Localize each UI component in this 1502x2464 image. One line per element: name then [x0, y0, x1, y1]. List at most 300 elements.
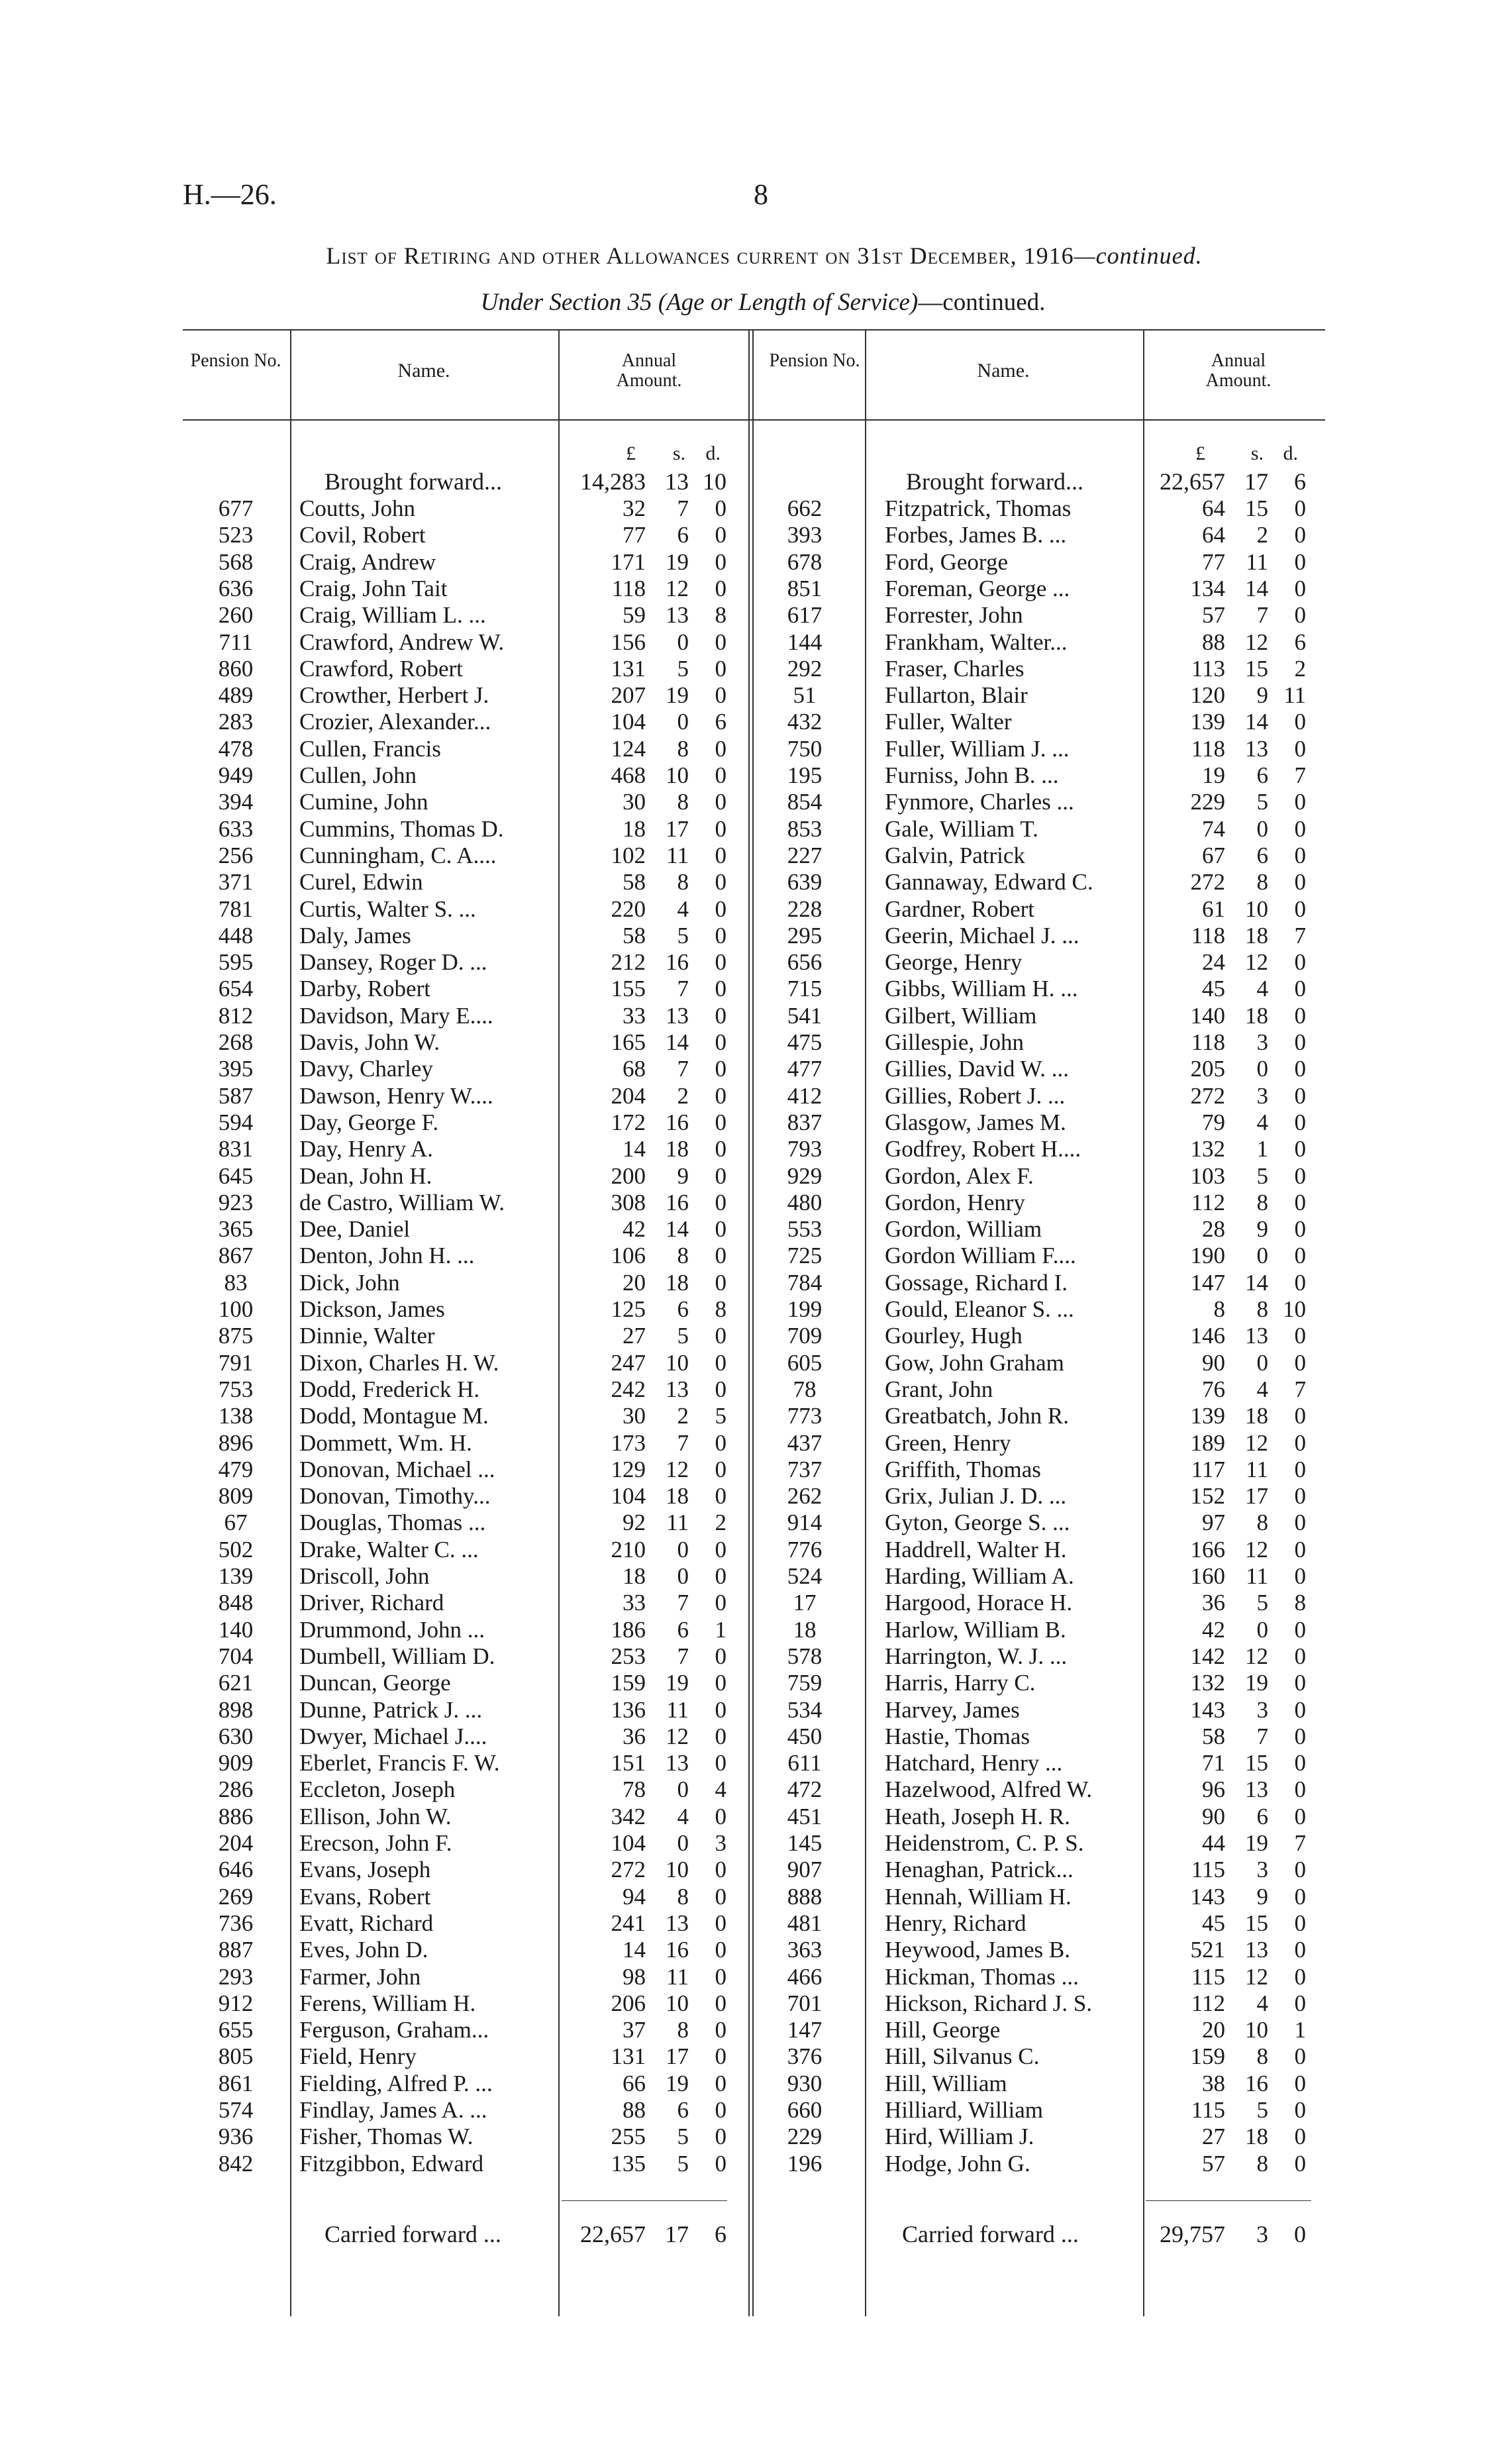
amount-pence: 0	[715, 682, 726, 709]
pension-no: 848	[218, 1590, 254, 1616]
pension-no: 365	[218, 1216, 254, 1243]
pension-no: 909	[218, 1750, 254, 1776]
amount-pounds: 125	[611, 1296, 646, 1322]
amount-pence: 0	[715, 2017, 726, 2043]
amount-pounds: 115	[1191, 2097, 1225, 2123]
amount-pence: 0	[715, 1376, 726, 1402]
amount-shillings: 9	[1256, 1883, 1268, 1910]
amount-pence: 0	[1294, 1429, 1306, 1456]
pension-no: 568	[218, 548, 254, 575]
amount-shillings: 14	[1245, 709, 1268, 735]
pensioner-name: Hodge, John G.	[885, 2150, 1030, 2177]
pension-no: 898	[218, 1696, 254, 1723]
amount-pounds: 112	[1191, 1990, 1225, 2016]
amount-shillings: 7	[1256, 1723, 1268, 1749]
amount-shillings: 11	[666, 1696, 689, 1723]
carried-forward-pence-left: 6	[715, 2221, 726, 2247]
amount-shillings: 6	[677, 2097, 689, 2123]
amount-pence: 0	[1294, 1696, 1306, 1723]
amount-shillings: 12	[1245, 1536, 1268, 1563]
pensioner-name: Henaghan, Patrick...	[885, 1857, 1074, 1883]
amount-shillings: 18	[1245, 1403, 1268, 1429]
pensioner-name: Crawford, Andrew W.	[299, 629, 505, 655]
pension-no: 594	[218, 1109, 254, 1135]
pensioner-name: Hickman, Thomas ...	[885, 1963, 1079, 1990]
amount-pounds: 117	[1191, 1456, 1225, 1482]
amount-pounds: 146	[1190, 1323, 1225, 1349]
pensioner-name: Haddrell, Walter H.	[885, 1536, 1067, 1563]
amount-pence: 0	[715, 629, 726, 655]
amount-pounds: 106	[611, 1243, 646, 1269]
amount-pounds: 90	[1202, 1803, 1225, 1829]
amount-pounds: 155	[611, 976, 646, 1002]
amount-pence: 6	[1294, 629, 1306, 655]
amount-pounds: 204	[611, 1082, 646, 1109]
amount-pence: 0	[715, 522, 726, 548]
amount-pounds: 135	[611, 2150, 646, 2177]
pounds-header-left: £	[626, 442, 636, 464]
amount-pence: 0	[1294, 1403, 1306, 1429]
amount-shillings: 19	[666, 548, 689, 575]
amount-pence: 0	[1294, 522, 1306, 548]
pence-header-left: d.	[705, 442, 721, 464]
amount-pence: 0	[1294, 1963, 1306, 1990]
amount-pence: 0	[1294, 1536, 1306, 1563]
pensioner-name: Fullarton, Blair	[885, 682, 1028, 709]
amount-pence: 2	[1294, 655, 1306, 682]
amount-pence: 0	[715, 495, 726, 521]
amount-pounds: 104	[611, 709, 646, 735]
amount-shillings: 15	[1245, 1750, 1268, 1776]
amount-pounds: 98	[623, 1963, 646, 1990]
amount-pence: 0	[715, 1136, 726, 1162]
pensioner-name: Denton, John H. ...	[299, 1243, 475, 1269]
amount-pence: 0	[1294, 1990, 1306, 2016]
amount-shillings: 7	[677, 976, 689, 1002]
pension-no: 78	[793, 1376, 817, 1402]
pensioner-name: Driscoll, John	[299, 1563, 430, 1589]
amount-shillings: 18	[666, 1483, 689, 1510]
pension-no: 534	[787, 1696, 823, 1723]
amount-shillings: 0	[1256, 1349, 1268, 1376]
pensioner-name: Donovan, Michael ...	[299, 1456, 495, 1482]
amount-pence: 8	[715, 602, 726, 629]
pension-no: 553	[787, 1216, 823, 1243]
amount-shillings: 18	[1245, 922, 1268, 949]
pensioner-name: Hazelwood, Alfred W.	[885, 1776, 1092, 1803]
pensioner-name: Eccleton, Joseph	[299, 1776, 456, 1803]
brought-forward-label-right: Brought forward...	[906, 468, 1083, 495]
amount-pounds: 14	[623, 1937, 646, 1963]
pensioner-name: Driver, Richard	[299, 1590, 444, 1616]
pensioner-name: Heath, Joseph H. R.	[885, 1803, 1070, 1829]
pensioner-name: Curtis, Walter S. ...	[299, 896, 476, 922]
amount-pence: 8	[1294, 1590, 1306, 1616]
amount-pence: 0	[715, 2124, 726, 2150]
pension-no: 292	[787, 655, 823, 682]
pension-no: 83	[224, 1269, 248, 1296]
pension-no: 896	[218, 1429, 254, 1456]
amount-shillings: 5	[1256, 789, 1268, 815]
amount-pounds: 58	[1202, 1723, 1225, 1749]
pensioner-name: Covil, Robert	[299, 522, 426, 548]
amount-shillings: 3	[1256, 1082, 1268, 1109]
pension-no: 480	[787, 1189, 823, 1215]
amount-pence: 0	[715, 949, 726, 976]
amount-pounds: 102	[611, 842, 646, 868]
pension-no: 286	[218, 1776, 254, 1803]
amount-pounds: 115	[1191, 1857, 1225, 1883]
amount-shillings: 4	[1256, 1376, 1268, 1402]
amount-pence: 0	[715, 922, 726, 949]
amount-pence: 0	[715, 548, 726, 575]
pensioner-name: Griffith, Thomas	[885, 1456, 1041, 1482]
pension-no: 776	[787, 1536, 823, 1563]
amount-pence: 0	[715, 896, 726, 922]
pensioner-name: Gourley, Hugh	[885, 1323, 1023, 1349]
pension-no: 809	[218, 1483, 254, 1510]
amount-pence: 10	[1283, 1296, 1306, 1322]
column-rule	[558, 329, 560, 2316]
amount-pounds: 207	[611, 682, 646, 709]
pensioner-name: Green, Henry	[885, 1429, 1011, 1456]
amount-pounds: 136	[611, 1696, 646, 1723]
amount-pounds: 27	[623, 1323, 646, 1349]
amount-pounds: 160	[1190, 1563, 1225, 1589]
pension-no: 837	[787, 1109, 823, 1135]
pensioner-name: Gale, William T.	[885, 815, 1038, 842]
amount-pence: 11	[1283, 682, 1306, 709]
pension-no: 371	[218, 869, 254, 896]
amount-shillings: 16	[1245, 2070, 1268, 2096]
pensioner-name: Craig, Andrew	[299, 548, 436, 575]
pensioner-name: Eves, John D.	[299, 1937, 428, 1963]
amount-pounds: 37	[623, 2017, 646, 2043]
carried-forward-shillings-right: 3	[1256, 2221, 1268, 2247]
amount-pence: 0	[1294, 1109, 1306, 1135]
pensioner-name: Daly, James	[299, 922, 411, 949]
amount-pounds: 272	[1190, 1082, 1225, 1109]
amount-pounds: 90	[1202, 1349, 1225, 1376]
pensioner-name: Evans, Robert	[299, 1883, 431, 1910]
pensioner-name: Crawford, Robert	[299, 655, 463, 682]
amount-shillings: 0	[1256, 1616, 1268, 1643]
amount-pence: 0	[1294, 1883, 1306, 1910]
list-title-main: List of Retiring and other Allowances current on 31st December, 1916	[326, 242, 1074, 269]
amount-shillings: 4	[677, 896, 689, 922]
amount-shillings: 4	[1256, 1109, 1268, 1135]
pensioner-name: Field, Henry	[299, 2043, 417, 2070]
amount-shillings: 6	[677, 1616, 689, 1643]
pensioner-name: Douglas, Thomas ...	[299, 1510, 486, 1536]
total-rule-left	[562, 2200, 727, 2201]
amount-pounds: 96	[1202, 1776, 1225, 1803]
pension-no: 262	[787, 1483, 823, 1510]
pensioner-name: Gillies, David W. ...	[885, 1056, 1070, 1082]
amount-shillings: 7	[677, 1429, 689, 1456]
amount-pence: 4	[715, 1776, 726, 1803]
amount-shillings: 18	[666, 1136, 689, 1162]
amount-pounds: 132	[1190, 1670, 1225, 1696]
pensioner-name: Fynmore, Charles ...	[885, 789, 1074, 815]
pensioner-name: Galvin, Patrick	[885, 842, 1025, 868]
amount-pence: 0	[715, 1670, 726, 1696]
amount-pounds: 97	[1202, 1510, 1225, 1536]
shillings-header-right: s.	[1250, 442, 1264, 464]
pensioner-name: Cummins, Thomas D.	[299, 815, 504, 842]
amount-pounds: 272	[611, 1857, 646, 1883]
pensioner-name: Hill, Silvanus C.	[885, 2043, 1040, 2070]
amount-pence: 0	[715, 1243, 726, 1269]
amount-pounds: 152	[1190, 1483, 1225, 1510]
amount-pence: 0	[715, 1857, 726, 1883]
pensioner-name: Fraser, Charles	[885, 655, 1025, 682]
pensioner-name: Harding, William A.	[885, 1563, 1074, 1589]
amount-pounds: 143	[1190, 1696, 1225, 1723]
amount-pounds: 18	[623, 1563, 646, 1589]
pension-no: 145	[787, 1830, 823, 1856]
amount-shillings: 8	[1256, 1296, 1268, 1322]
brought-forward-label-left: Brought forward...	[325, 468, 502, 495]
pension-no: 773	[787, 1403, 823, 1429]
pensioner-name: Heywood, James B.	[885, 1937, 1070, 1963]
amount-shillings: 5	[677, 2150, 689, 2177]
pensioner-name: Geerin, Michael J. ...	[885, 922, 1079, 949]
amount-pence: 0	[715, 1456, 726, 1482]
amount-shillings: 7	[677, 495, 689, 521]
amount-pounds: 131	[611, 2043, 646, 2070]
amount-shillings: 8	[1256, 2150, 1268, 2177]
amount-pounds: 42	[623, 1216, 646, 1243]
amount-pence: 0	[1294, 1857, 1306, 1883]
amount-pounds: 129	[611, 1456, 646, 1482]
pensioner-name: Harvey, James	[885, 1696, 1020, 1723]
amount-pounds: 113	[1191, 655, 1225, 682]
pensioner-name: Grant, John	[885, 1376, 993, 1402]
amount-shillings: 12	[666, 1723, 689, 1749]
pension-no: 140	[218, 1616, 254, 1643]
pensioner-name: Cullen, Francis	[299, 735, 441, 762]
amount-pence: 0	[1294, 1483, 1306, 1510]
pensioner-name: Hill, William	[885, 2070, 1007, 2096]
amount-pence: 0	[1294, 2124, 1306, 2150]
amount-pounds: 66	[623, 2070, 646, 2096]
amount-pounds: 151	[611, 1750, 646, 1776]
pensioner-name: Hatchard, Henry ...	[885, 1750, 1063, 1776]
pension-no: 914	[787, 1510, 823, 1536]
amount-pence: 0	[1294, 1456, 1306, 1482]
amount-shillings: 12	[1245, 629, 1268, 655]
pension-no: 793	[787, 1136, 823, 1162]
amount-shillings: 0	[1256, 1243, 1268, 1269]
pension-no: 711	[219, 629, 253, 655]
brought-forward-pence-left: 10	[703, 468, 726, 495]
amount-shillings: 6	[677, 1296, 689, 1322]
shillings-header-left: s.	[672, 442, 685, 464]
amount-pence: 0	[1294, 1243, 1306, 1269]
pensioner-name: Fitzpatrick, Thomas	[885, 495, 1072, 521]
amount-shillings: 4	[1256, 1990, 1268, 2016]
pension-no: 475	[787, 1029, 823, 1055]
pensioner-name: Gillies, Robert J. ...	[885, 1082, 1066, 1109]
amount-pounds: 88	[1202, 629, 1225, 655]
amount-pounds: 120	[1190, 682, 1225, 709]
amount-shillings: 16	[666, 1189, 689, 1215]
amount-pence: 7	[1294, 762, 1306, 788]
amount-pence: 0	[1294, 495, 1306, 521]
list-title-continued: —continued.	[1074, 242, 1203, 269]
amount-shillings: 13	[1245, 735, 1268, 762]
amount-pence: 0	[1294, 1082, 1306, 1109]
pension-no: 260	[218, 602, 254, 629]
amount-pence: 0	[715, 1323, 726, 1349]
header-bottom-rule	[183, 419, 1325, 421]
pensioner-name: Dunne, Patrick J. ...	[299, 1696, 483, 1723]
amount-pounds: 30	[623, 789, 646, 815]
column-rule	[1143, 329, 1144, 2316]
brought-forward-shillings-right: 17	[1244, 468, 1268, 495]
pensioner-name: de Castro, William W.	[299, 1189, 505, 1215]
pension-no: 784	[787, 1269, 823, 1296]
pension-no: 450	[787, 1723, 823, 1749]
amount-pounds: 147	[1190, 1269, 1225, 1296]
amount-pence: 0	[715, 575, 726, 601]
amount-pence: 0	[1294, 1136, 1306, 1162]
amount-pence: 0	[715, 1349, 726, 1376]
amount-pounds: 36	[1202, 1590, 1225, 1616]
amount-shillings: 11	[1246, 1456, 1268, 1482]
amount-pounds: 159	[1190, 2043, 1225, 2070]
document-code: H.—26.	[183, 178, 277, 211]
amount-pounds: 241	[611, 1910, 646, 1936]
amount-pence: 0	[1294, 896, 1306, 922]
pension-no: 854	[787, 789, 823, 815]
amount-pence: 0	[1294, 709, 1306, 735]
pensioner-name: Furniss, John B. ...	[885, 762, 1059, 788]
amount-pence: 0	[715, 1803, 726, 1829]
amount-pence: 0	[1294, 548, 1306, 575]
pensioner-name: George, Henry	[885, 949, 1023, 976]
amount-pounds: 64	[1202, 495, 1225, 521]
amount-shillings: 5	[677, 2124, 689, 2150]
amount-pence: 0	[1294, 2070, 1306, 2096]
amount-shillings: 14	[1245, 575, 1268, 601]
amount-pounds: 58	[623, 869, 646, 896]
amount-pounds: 220	[611, 896, 646, 922]
pensioner-name: Gordon, William	[885, 1216, 1042, 1243]
amount-pounds: 18	[623, 815, 646, 842]
amount-pence: 0	[1294, 1937, 1306, 1963]
amount-shillings: 7	[677, 1056, 689, 1082]
pensioner-name: Eberlet, Francis F. W.	[299, 1750, 500, 1776]
amount-pence: 0	[1294, 1803, 1306, 1829]
pension-no: 100	[218, 1296, 254, 1322]
amount-pence: 0	[715, 1963, 726, 1990]
amount-shillings: 13	[666, 1750, 689, 1776]
amount-pence: 0	[715, 1723, 726, 1749]
pension-no: 654	[218, 976, 254, 1002]
amount-pounds: 468	[611, 762, 646, 788]
amount-shillings: 18	[1245, 1002, 1268, 1029]
amount-shillings: 19	[1245, 1830, 1268, 1856]
amount-pounds: 92	[623, 1510, 646, 1536]
amount-pounds: 58	[623, 922, 646, 949]
amount-shillings: 8	[1256, 2043, 1268, 2070]
amount-pence: 0	[1294, 1216, 1306, 1243]
amount-shillings: 13	[1245, 1776, 1268, 1803]
amount-shillings: 7	[677, 1643, 689, 1669]
pension-no: 660	[787, 2097, 823, 2123]
pension-no: 930	[787, 2070, 823, 2096]
amount-pounds: 45	[1202, 976, 1225, 1002]
amount-shillings: 6	[1256, 842, 1268, 868]
amount-pounds: 212	[611, 949, 646, 976]
pension-no: 269	[218, 1883, 254, 1910]
pension-no: 633	[218, 815, 254, 842]
pension-no: 17	[793, 1590, 817, 1616]
amount-pounds: 77	[623, 522, 646, 548]
amount-pence: 0	[1294, 815, 1306, 842]
carried-forward-shillings-left: 17	[665, 2221, 689, 2247]
amount-pence: 0	[1294, 1563, 1306, 1589]
amount-pounds: 308	[611, 1189, 646, 1215]
col-name-left: Name.	[397, 360, 450, 382]
amount-pounds: 190	[1190, 1243, 1225, 1269]
pension-no: 805	[218, 2043, 254, 2070]
amount-pounds: 104	[611, 1830, 646, 1856]
pensioner-name: Gyton, George S. ...	[885, 1510, 1070, 1536]
amount-shillings: 7	[1256, 602, 1268, 629]
pensioner-name: Forrester, John	[885, 602, 1023, 629]
amount-shillings: 17	[666, 2043, 689, 2070]
amount-shillings: 8	[677, 1883, 689, 1910]
amount-shillings: 17	[666, 815, 689, 842]
pensioner-name: Godfrey, Robert H....	[885, 1136, 1081, 1162]
amount-pence: 0	[715, 2043, 726, 2070]
pension-no: 912	[218, 1990, 254, 2016]
amount-pounds: 242	[611, 1376, 646, 1402]
brought-forward-pounds-left: 14,283	[580, 468, 646, 495]
amount-shillings: 3	[1256, 1696, 1268, 1723]
amount-shillings: 13	[666, 602, 689, 629]
pensioner-name: Gillespie, John	[885, 1029, 1024, 1055]
pensioner-name: Hird, William J.	[885, 2124, 1034, 2150]
amount-pounds: 28	[1202, 1216, 1225, 1243]
pensioner-name: Foreman, George ...	[885, 575, 1070, 601]
col-name-right: Name.	[977, 360, 1030, 382]
pensioner-name: Evatt, Richard	[299, 1910, 434, 1936]
amount-pence: 0	[1294, 1189, 1306, 1215]
amount-pence: 1	[1294, 2017, 1306, 2043]
amount-shillings: 5	[677, 922, 689, 949]
amount-pence: 0	[715, 1696, 726, 1723]
pension-no: 888	[787, 1883, 823, 1910]
pension-no: 448	[218, 922, 254, 949]
pension-no: 481	[787, 1910, 823, 1936]
amount-shillings: 10	[1245, 896, 1268, 922]
pension-no: 750	[787, 735, 823, 762]
pension-no: 147	[787, 2017, 823, 2043]
amount-pounds: 118	[1191, 735, 1225, 762]
pension-no: 489	[218, 682, 254, 709]
amount-pounds: 172	[611, 1109, 646, 1135]
amount-shillings: 0	[677, 629, 689, 655]
pension-no: 725	[787, 1243, 823, 1269]
amount-pounds: 124	[611, 735, 646, 762]
total-rule-right	[1146, 2200, 1311, 2201]
amount-pence: 0	[715, 976, 726, 1002]
amount-pounds: 27	[1202, 2124, 1225, 2150]
